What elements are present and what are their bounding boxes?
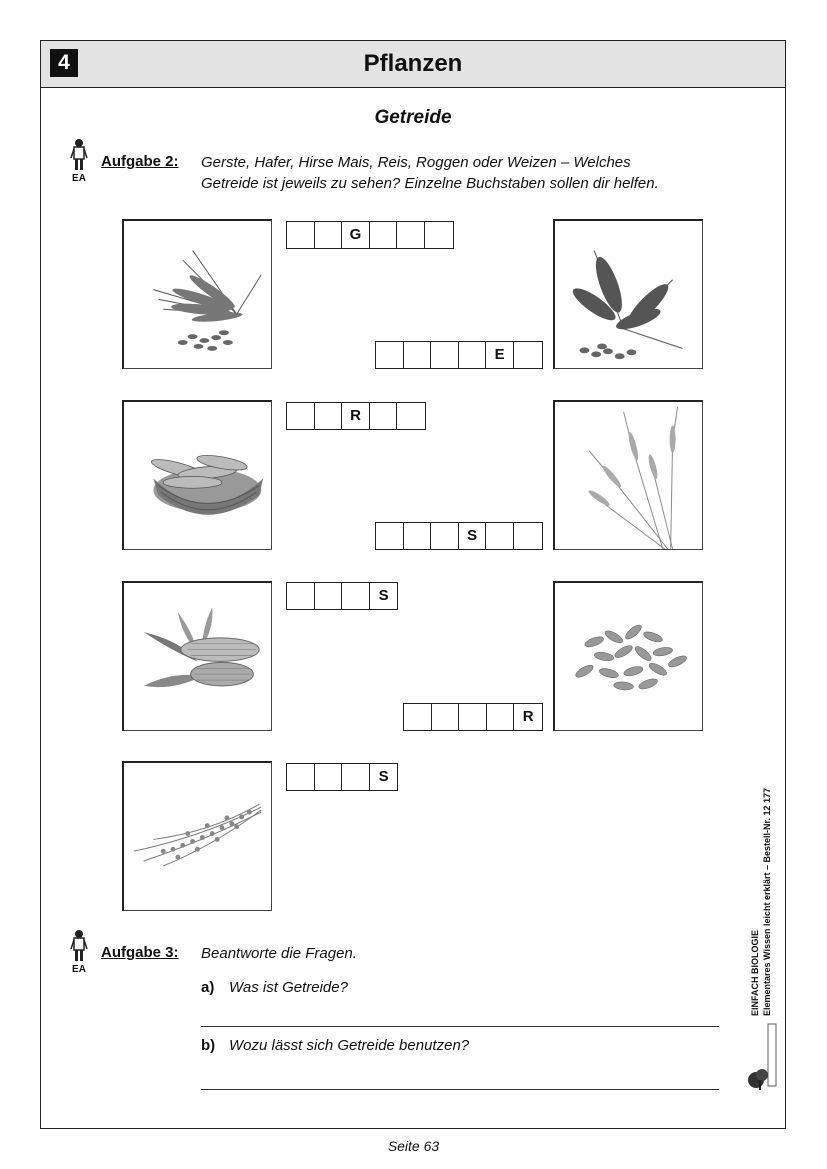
grain-photo-rye: [553, 400, 703, 550]
letter-box[interactable]: [486, 523, 514, 549]
page-title: Pflanzen: [363, 50, 463, 77]
grain-photo-barley: [122, 219, 272, 369]
answer-line-a[interactable]: [201, 1026, 719, 1027]
page-number: Seite 63: [387, 1138, 440, 1154]
letter-box[interactable]: [315, 583, 343, 609]
letter-box[interactable]: [487, 704, 515, 730]
letter-box[interactable]: [514, 523, 542, 549]
letter-box[interactable]: R: [522, 708, 534, 725]
letter-box[interactable]: [459, 342, 487, 368]
answer-line-b[interactable]: [201, 1089, 719, 1090]
task-3-instruction: Beantworte die Fragen.: [201, 945, 357, 962]
book-subtitle: Elementares Wissen leicht erklärt – Bestell-Nr. 12 177: [762, 787, 772, 1016]
letter-box[interactable]: [404, 523, 432, 549]
letter-box[interactable]: [287, 222, 315, 248]
task-3-label: Aufgabe 3:: [101, 944, 179, 961]
grain-photo-millet: [122, 400, 272, 550]
letter-box[interactable]: [397, 222, 425, 248]
letter-box[interactable]: [425, 222, 453, 248]
single-work-badge: EA: [72, 173, 86, 184]
letter-box[interactable]: [397, 403, 425, 429]
letter-box[interactable]: G: [342, 222, 370, 248]
letter-grid-3: [286, 402, 426, 430]
letter-grid-2: [375, 341, 543, 369]
page-header: [41, 41, 785, 88]
question-b-text: Wozu lässt sich Getreide benutzen?: [229, 1037, 470, 1054]
instruction-line: Gerste, Hafer, Hirse Mais, Reis, Roggen oder Weizen – Welches: [201, 154, 631, 171]
question-b-letter: b): [201, 1037, 216, 1054]
letter-box[interactable]: [376, 342, 404, 368]
letter-box[interactable]: [287, 583, 315, 609]
person-icon: [64, 138, 94, 184]
letter-box[interactable]: S: [459, 523, 487, 549]
letter-box[interactable]: E: [486, 342, 514, 368]
letter-box[interactable]: S: [378, 587, 389, 604]
letter-grid-6: [403, 703, 543, 731]
instruction-line: Getreide ist jeweils zu sehen? Einzelne Buchstaben sollen dir helfen.: [201, 175, 659, 192]
letter-box[interactable]: [342, 764, 370, 790]
letter-box[interactable]: [404, 704, 432, 730]
letter-box[interactable]: [404, 342, 432, 368]
letter-box[interactable]: [431, 342, 459, 368]
letter-box[interactable]: [514, 342, 542, 368]
letter-grid-5: [286, 582, 398, 610]
chapter-number: 4: [50, 49, 78, 77]
person-icon: [64, 929, 94, 975]
grain-photo-oats: [553, 581, 703, 731]
section-title: Getreide: [374, 107, 452, 128]
letter-box[interactable]: [287, 764, 315, 790]
question-a-letter: a): [201, 979, 215, 996]
letter-box[interactable]: [315, 222, 343, 248]
grain-photo-maize: [122, 581, 272, 731]
letter-grid-4: [375, 522, 543, 550]
letter-box[interactable]: [376, 523, 404, 549]
letter-box[interactable]: [287, 403, 315, 429]
letter-box[interactable]: [459, 704, 487, 730]
letter-box[interactable]: [315, 403, 343, 429]
question-a-text: Was ist Getreide?: [229, 979, 348, 996]
letter-box[interactable]: R: [342, 403, 370, 429]
letter-box[interactable]: [370, 403, 398, 429]
letter-grid-7: [286, 763, 398, 791]
letter-box[interactable]: [431, 523, 459, 549]
letter-box[interactable]: [315, 764, 343, 790]
publisher-info: [749, 756, 789, 1016]
grain-photo-rice: [122, 761, 272, 911]
task-2-instruction: [201, 152, 659, 194]
letter-box[interactable]: [370, 222, 398, 248]
publisher-logo: [744, 1020, 780, 1092]
letter-box[interactable]: S: [378, 768, 389, 785]
letter-grid-1: [286, 221, 454, 249]
letter-box[interactable]: [432, 704, 460, 730]
task-2-label: Aufgabe 2:: [101, 153, 179, 170]
series-title: EINFACH BIOLOGIE: [750, 929, 760, 1016]
single-work-badge: EA: [72, 964, 86, 975]
letter-box[interactable]: [342, 583, 370, 609]
grain-photo-wheat: [553, 219, 703, 369]
